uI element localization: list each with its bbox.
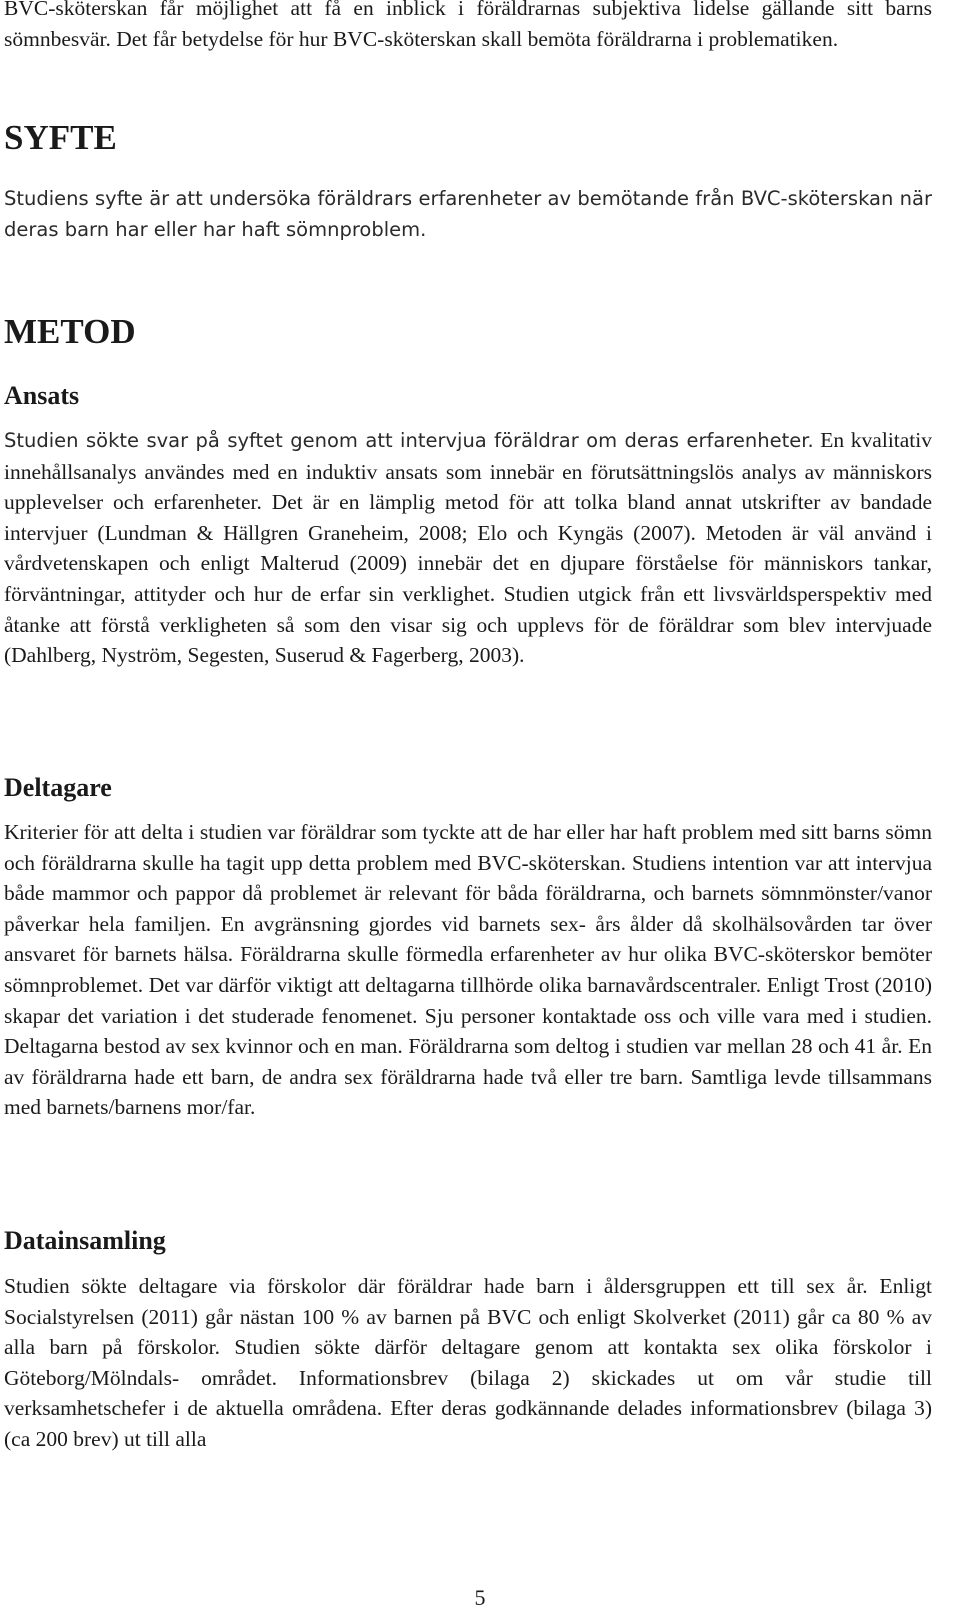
ansats-heading: Ansats <box>4 381 80 410</box>
deltagare-heading: Deltagare <box>4 773 112 802</box>
syfte-paragraph: Studiens syfte är att undersöka föräldrars erfarenheter av bemötande från BVC-sköterskan när deras barn har eller har haft sömnproblem. <box>4 187 932 241</box>
page-number: 5 <box>474 1585 486 1610</box>
datainsamling-heading: Datainsamling <box>4 1226 166 1255</box>
metod-heading: METOD <box>4 312 136 351</box>
syfte-heading: SYFTE <box>4 118 117 157</box>
deltagare-paragraph: Kriterier för att delta i studien var föräldrar som tyckte att de har eller har haft problem med sitt barns sömn och föräldrarna skulle ha tagit upp detta problem med BVC-sköterskan. Studiens intention var att intervjua både mammor och pappor då problemet är relevant för båda föräldrarna, och barnets sömnmönster/vanor påverkar hela familjen. En avgränsning gjordes vid barnets sex- års ålder då skolhälsovården tar över ansvaret för barnets hälsa. Föräldrarna skulle förmedla erfarenheter av hur olika BVC-sköterskor bemöter sömnproblemet. Det var därför viktigt att deltagarna tillhörde olika barnavårdscentraler. Enligt Trost (2010) skapar det variation i det studerade fenomenet. Sju personer kontaktade oss och ville vara med i studien. Deltagarna bestod av sex kvinnor och en man. Föräldrarna som deltog i studien var mellan 28 och 41 år. En av föräldrarna hade ett barn, de andra sex föräldrarna hade två eller tre barn. Samtliga levde tillsammans med barnets/barnens mor/far. <box>4 820 932 1120</box>
ansats-paragraph-rest: En kvalitativ innehållsanalys användes med en induktiv ansats som innebär en förutsättningslös analys av människors upplevelser och erfarenheter. Det är en lämplig metod för att tolka bland annat utskrifter av bandade intervjuer (Lundman & Hällgren Graneheim, 2008; Elo och Kyngäs (2007). Metoden är väl använd i vårdvetenskapen och enligt Malterud (2009) innebär det en djupare förståelse för människors tankar, förväntningar, attityder och hur de erfar sin verklighet. Studien utgick från ett livsvärldsperspektiv med åtanke att förstå verkligheten så som den visar sig och upplevs för de föräldrar som blev intervjuade (Dahlberg, Nyström, Segesten, Suserud & Fagerberg, 2003). <box>4 428 933 668</box>
intro-paragraph: BVC-sköterskan får möjlighet att få en inblick i föräldrarnas subjektiva lidelse gällande sitt barns sömnbesvär. Det får betydelse för hur BVC-sköterskan skall bemöta föräldrarna i problematiken. <box>4 0 932 51</box>
ansats-paragraph <box>4 425 932 671</box>
ansats-paragraph-lead: Studien sökte svar på syftet genom att intervjua föräldrar om deras erfarenheter. <box>4 429 814 452</box>
datainsamling-paragraph: Studien sökte deltagare via förskolor där föräldrar hade barn i åldersgruppen ett till sex år. Enligt Socialstyrelsen (2011) går nästan 100 % av barnen på BVC och enligt Skolverket (2011) går ca 80 % av alla barn på förskolor. Studien sökte därför deltagare genom att kontakta sex olika förskolor i Göteborg/Mölndals- området. Informationsbrev (bilaga 2) skickades ut om vår studie till verksamhetschefer i de aktuella områdena. Efter deras godkännande delades informationsbrev (bilaga 3) (ca 200 brev) ut till alla <box>4 1274 932 1451</box>
